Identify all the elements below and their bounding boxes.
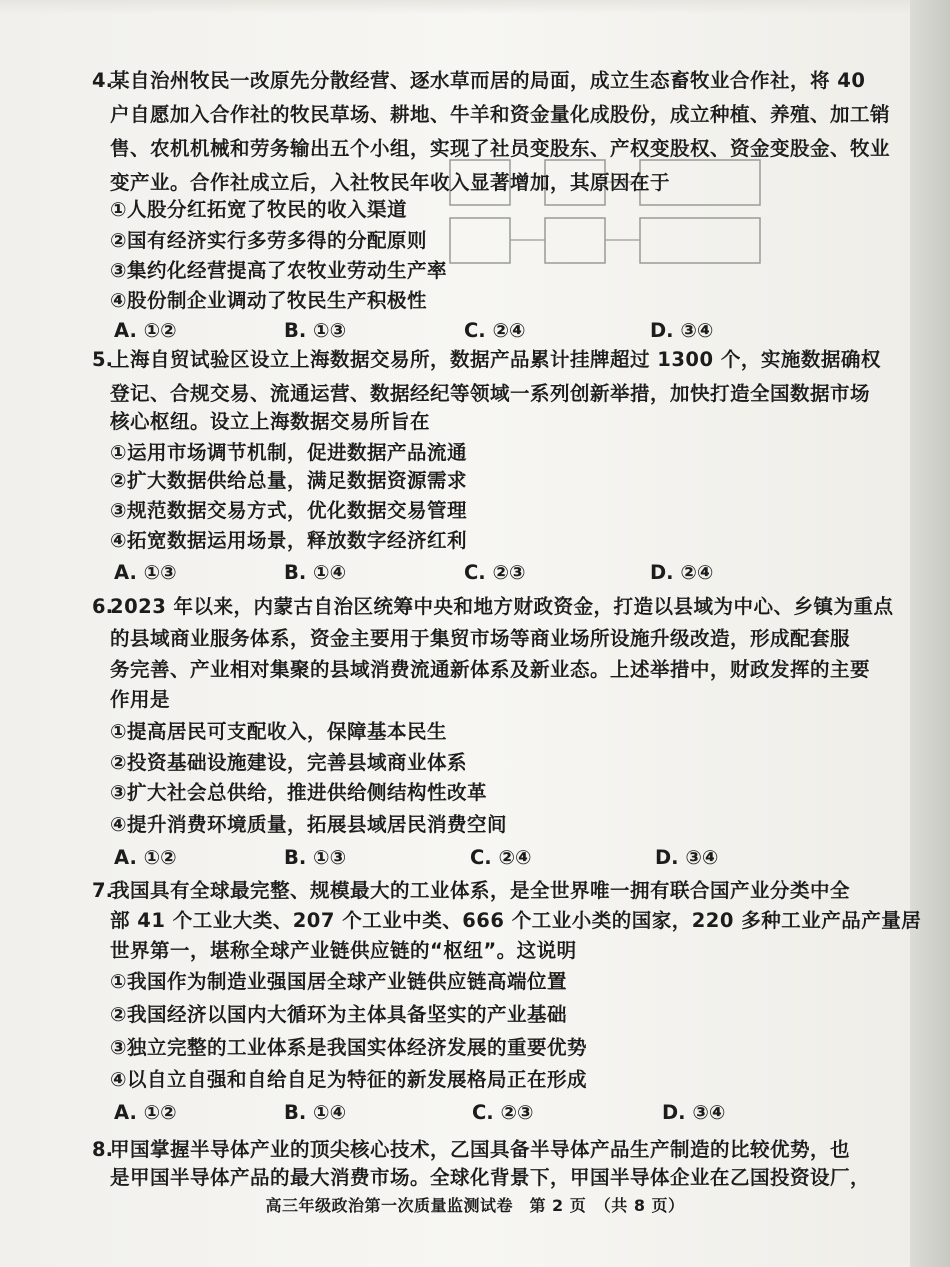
question-6-number: 6. — [92, 595, 113, 618]
question-7-item-3: ③独立完整的工业体系是我国实体经济发展的重要优势 — [110, 1036, 588, 1059]
show-through-diagram — [440, 150, 780, 270]
question-6-stem-line-4: 作用是 — [110, 688, 171, 711]
question-8-number: 8. — [92, 1138, 113, 1161]
question-6-item-4: ④提升消费环境质量，拓展县域居民消费空间 — [110, 813, 508, 836]
question-6-stem-line-3: 务完善、产业相对集聚的县域消费流通新体系及新业态。上述举措中，财政发挥的主要 — [110, 658, 871, 681]
question-5-item-4: ④拓宽数据运用场景，释放数字经济红利 — [110, 529, 468, 552]
question-4-stem-line-3: 售、农机机械和劳务输出五个小组，实现了社员变股东、产权变股权、资金变股金、牧业 — [110, 137, 891, 160]
question-6-option-c[interactable]: C. ②④ — [470, 846, 532, 869]
question-6-option-b[interactable]: B. ①③ — [284, 846, 347, 869]
question-4-item-1: ①人股分红拓宽了牧民的收入渠道 — [110, 198, 408, 221]
question-4-item-2: ②国有经济实行多劳多得的分配原则 — [110, 229, 428, 252]
question-5-option-b[interactable]: B. ①④ — [284, 561, 347, 584]
question-7-number: 7. — [92, 879, 113, 902]
question-5-option-a[interactable]: A. ①③ — [114, 561, 177, 584]
question-7-option-b[interactable]: B. ①④ — [284, 1101, 347, 1124]
question-6-option-a[interactable]: A. ①② — [114, 846, 177, 869]
question-5-option-c[interactable]: C. ②③ — [464, 561, 526, 584]
question-4-option-c[interactable]: C. ②④ — [464, 319, 526, 342]
question-4-stem-line-4: 变产业。合作社成立后，入社牧民年收入显著增加，其原因在于 — [110, 171, 671, 194]
question-7-item-4: ④以自立自强和自给自足为特征的新发展格局正在形成 — [110, 1068, 588, 1091]
page-top-shadow — [0, 0, 950, 14]
question-5-option-d[interactable]: D. ②④ — [650, 561, 714, 584]
question-5-stem-line-3: 核心枢纽。设立上海数据交易所旨在 — [110, 410, 431, 433]
question-4-item-3: ③集约化经营提高了农牧业劳动生产率 — [110, 259, 448, 282]
question-7-option-c[interactable]: C. ②③ — [472, 1101, 534, 1124]
question-6-stem-line-2: 的县域商业服务体系，资金主要用于集贸市场等商业场所设施升级改造，形成配套服 — [110, 627, 851, 650]
page-right-edge — [910, 0, 950, 1267]
question-5-number: 5. — [92, 348, 113, 371]
question-4-option-a[interactable]: A. ①② — [114, 319, 177, 342]
question-4-option-b[interactable]: B. ①③ — [284, 319, 347, 342]
question-4-stem-line-2: 户自愿加入合作社的牧民草场、耕地、牛羊和资金量化成股份，成立种植、养殖、加工销 — [110, 103, 891, 126]
question-7-option-a[interactable]: A. ①② — [114, 1101, 177, 1124]
question-5-stem-line-1: 上海自贸试验区设立上海数据交易所，数据产品累计挂牌超过 1300 个，实施数据确权 — [110, 348, 881, 371]
question-4-item-4: ④股份制企业调动了牧民生产积极性 — [110, 289, 428, 312]
question-7-option-d[interactable]: D. ③④ — [662, 1101, 726, 1124]
question-6-item-1: ①提高居民可支配收入，保障基本民生 — [110, 720, 448, 743]
question-6-item-3: ③扩大社会总供给，推进供给侧结构性改革 — [110, 781, 488, 804]
question-7-stem-line-2: 部 41 个工业大类、207 个工业中类、666 个工业小类的国家，220 多种工业产品产量居 — [110, 909, 922, 932]
question-6-option-d[interactable]: D. ③④ — [655, 846, 719, 869]
question-7-stem-line-1: 我国具有全球最完整、规模最大的工业体系，是全世界唯一拥有联合国产业分类中全 — [110, 879, 851, 902]
question-5-item-2: ②扩大数据供给总量，满足数据资源需求 — [110, 469, 468, 492]
question-5-stem-line-2: 登记、合规交易、流通运营、数据经纪等领域一系列创新举措，加快打造全国数据市场 — [110, 382, 871, 405]
question-4-number: 4. — [92, 69, 113, 92]
question-5-item-3: ③规范数据交易方式，优化数据交易管理 — [110, 499, 468, 522]
question-4-option-d[interactable]: D. ③④ — [650, 319, 714, 342]
question-7-stem-line-3: 世界第一，堪称全球产业链供应链的“枢纽”。这说明 — [110, 939, 577, 962]
question-8-stem-line-2: 是甲国半导体产品的最大消费市场。全球化背景下，甲国半导体企业在乙国投资设厂， — [110, 1166, 871, 1189]
question-7-item-2: ②我国经济以国内大循环为主体具备坚实的产业基础 — [110, 1003, 568, 1026]
question-6-item-2: ②投资基础设施建设，完善县域商业体系 — [110, 751, 468, 774]
page-footer: 高三年级政治第一次质量监测试卷 第 2 页 （共 8 页） — [265, 1196, 685, 1215]
question-4-stem-line-1: 某自治州牧民一改原先分散经营、逐水草而居的局面，成立生态畜牧业合作社，将 40 — [110, 69, 866, 92]
question-7-item-1: ①我国作为制造业强国居全球产业链供应链高端位置 — [110, 970, 568, 993]
question-6-stem-line-1: 2023 年以来，内蒙古自治区统筹中央和地方财政资金，打造以县域为中心、乡镇为重点 — [110, 595, 894, 618]
question-8-stem-line-1: 甲国掌握半导体产业的顶尖核心技术，乙国具备半导体产品生产制造的比较优势，也 — [110, 1138, 851, 1161]
question-5-item-1: ①运用市场调节机制，促进数据产品流通 — [110, 441, 468, 464]
